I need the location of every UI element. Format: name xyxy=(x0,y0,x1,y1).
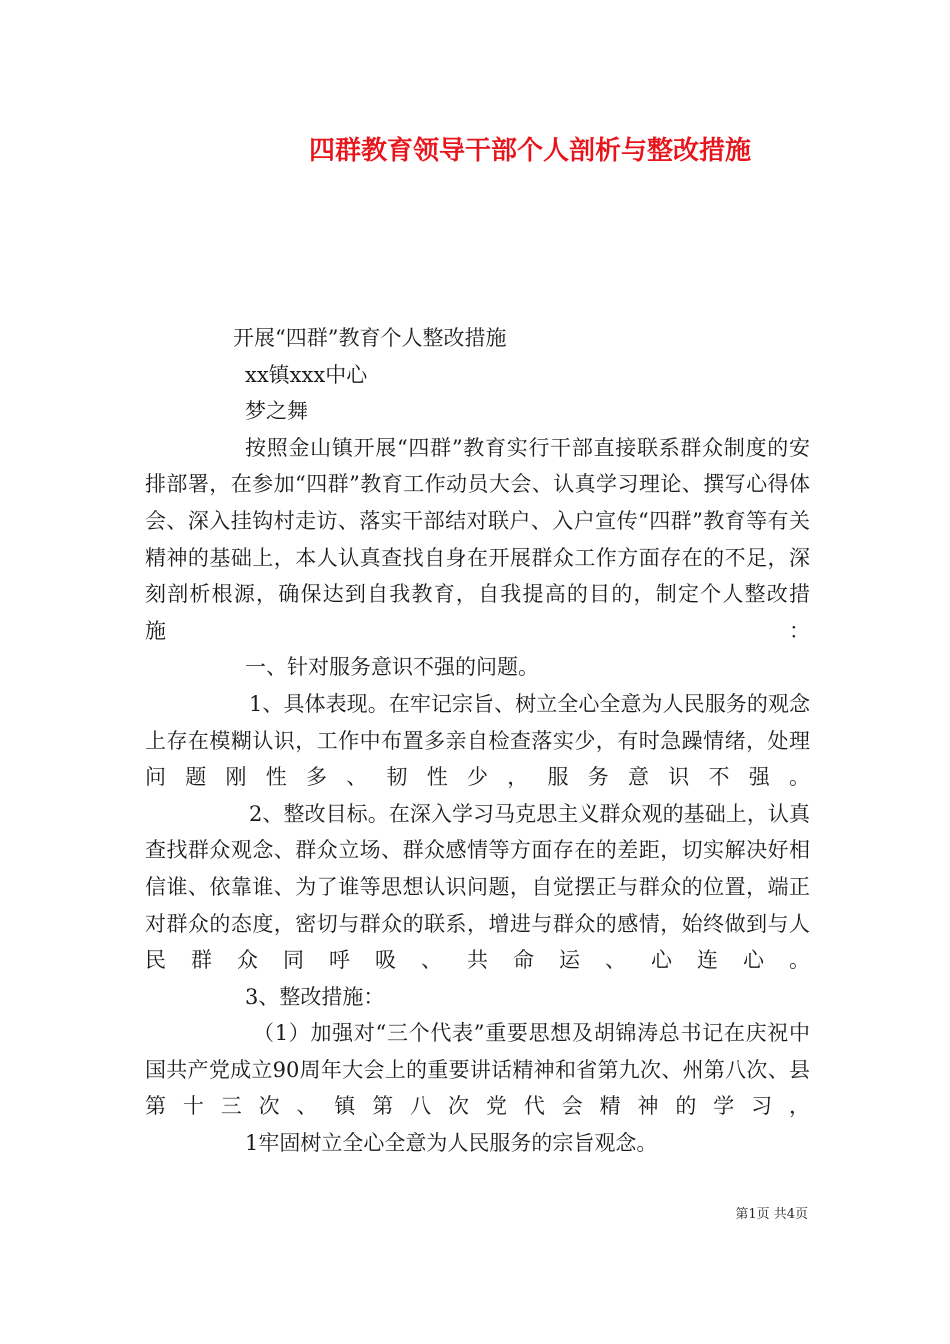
point-line: 1牢固树立全心全意为人民服务的宗旨观念。 xyxy=(245,1131,658,1156)
intro-paragraph: 按照金山镇开展“四群”教育实行干部直接联系群众制度的安排部署，在参加“四群”教育工作动员大会、认真学习理论、撰写心得体会、深入挂钩村走访、落实干部结对联户、入户宣传“四群”教育等有关精神的基础上，本人认真查找自身在开展群众工作方面存在的不足，深刻剖析根源，确保达到自我教育，自我提高的目的，制定个人整改措施： xyxy=(145,435,810,643)
measure-paragraph: （1）加强对“三个代表”重要思想及胡锦涛总书记在庆祝中国共产党成立90周年大会上的重要讲话精神和省第九次、州第八次、县第十三次、镇第八次党代会精神的学习， xyxy=(145,1021,810,1119)
document-title: 四群教育领导干部个人剖析与整改措施 xyxy=(308,136,751,166)
section-heading: 一、针对服务意识不强的问题。 xyxy=(245,655,539,680)
document-subtitle: 开展“四群”教育个人整改措施 xyxy=(233,326,507,350)
author-name: 梦之舞 xyxy=(245,399,308,424)
item-heading: 3、整改措施： xyxy=(245,984,385,1009)
author-unit: xx镇xxx中心 xyxy=(245,362,368,387)
item-paragraph: 2、整改目标。在深入学习马克思主义群众观的基础上，认真查找群众观念、群众立场、群众感情等方面存在的差距，切实解决好相信谁、依靠谁、为了谁等思想认识问题，自觉摆正与群众的位置，端正对群众的态度，密切与群众的联系，增进与群众的感情，始终做到与人民群众同呼吸、共命运、心连心。 xyxy=(145,801,810,973)
page-number: 第1页 共4页 xyxy=(735,1207,808,1222)
item-paragraph: 1、具体表现。在牢记宗旨、树立全心全意为人民服务的观念上存在模糊认识，工作中布置多亲自检查落实少，有时急躁情绪，处理问题刚性多、韧性少，服务意识不强。 xyxy=(145,691,810,790)
document-body xyxy=(145,320,810,1162)
